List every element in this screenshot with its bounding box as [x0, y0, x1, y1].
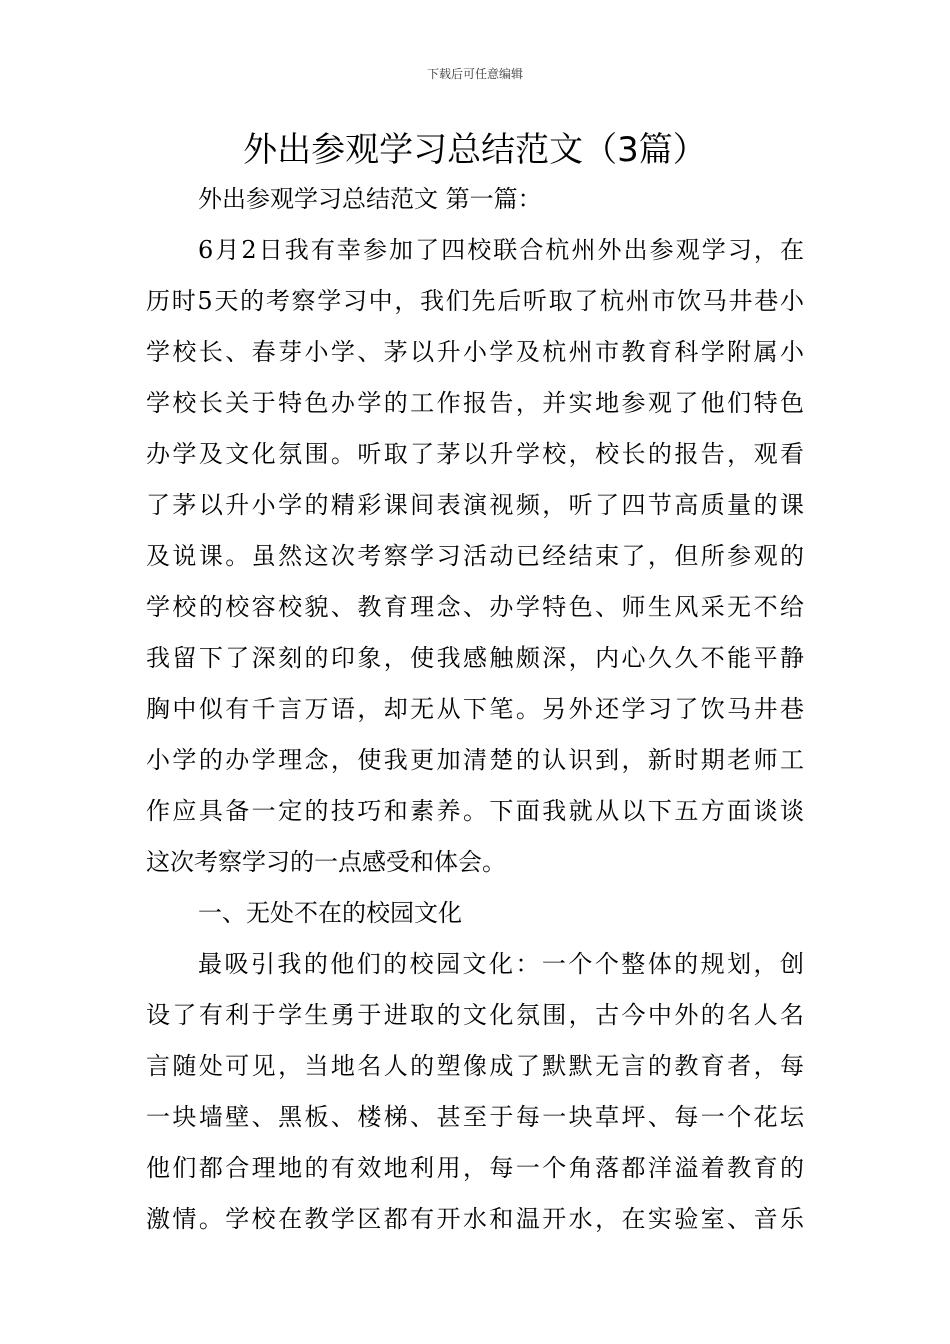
- paragraph-line: 最吸引我的他们的校园文化：一个个整体的规划，创: [198, 950, 804, 978]
- paragraph-line: 作应具备一定的技巧和素养。下面我就从以下五方面谈谈: [146, 797, 804, 825]
- paragraph-line: 设了有利于学生勇于进取的文化氛围，古今中外的名人名: [146, 1001, 804, 1029]
- paragraph-line: 他们都合理地的有效地利用，每一个角落都洋溢着教育的: [146, 1154, 804, 1182]
- document-body: [146, 174, 804, 1245]
- paragraph-line: 外出参观学习总结范文 第一篇：: [198, 185, 542, 213]
- paragraph-line: 学校长、春芽小学、茅以升小学及杭州市教育科学附属小: [146, 338, 804, 366]
- paragraph-line: 激情。学校在教学区都有开水和温开水，在实验室、音乐: [146, 1205, 804, 1233]
- paragraph-line: 言随处可见，当地名人的塑像成了默默无言的教育者，每: [146, 1052, 804, 1080]
- paragraph-line: 一块墙壁、黑板、楼梯、甚至于每一块草坪、每一个花坛: [146, 1103, 804, 1131]
- paragraph-line: 学校的校容校貌、教育理念、办学特色、师生风采无不给: [146, 593, 804, 621]
- paragraph-line: 历时5天的考察学习中，我们先后听取了杭州市饮马井巷小: [146, 287, 804, 315]
- paragraph-line: 小学的办学理念，使我更加清楚的认识到，新时期老师工: [146, 746, 804, 774]
- paragraph-line: 我留下了深刻的印象，使我感触颇深，内心久久不能平静: [146, 644, 804, 672]
- header-note: 下载后可任意编辑: [426, 67, 523, 81]
- document-title: 外出参观学习总结范文（3篇）: [243, 130, 707, 170]
- paragraph-line: 胸中似有千言万语，却无从下笔。另外还学习了饮马井巷: [146, 695, 804, 723]
- paragraph-line: 办学及文化氛围。听取了茅以升学校，校长的报告，观看: [146, 440, 804, 468]
- paragraph-line: 6月2日我有幸参加了四校联合杭州外出参观学习，在: [198, 236, 804, 264]
- paragraph-line: 学校长关于特色办学的工作报告，并实地参观了他们特色: [146, 389, 804, 417]
- paragraph-line: 这次考察学习的一点感受和体会。: [146, 848, 506, 876]
- paragraph-line: 了茅以升小学的精彩课间表演视频，听了四节高质量的课: [146, 491, 804, 519]
- paragraph-line: 一、无处不在的校园文化: [198, 899, 462, 927]
- paragraph-line: 及说课。虽然这次考察学习活动已经结束了，但所参观的: [146, 542, 804, 570]
